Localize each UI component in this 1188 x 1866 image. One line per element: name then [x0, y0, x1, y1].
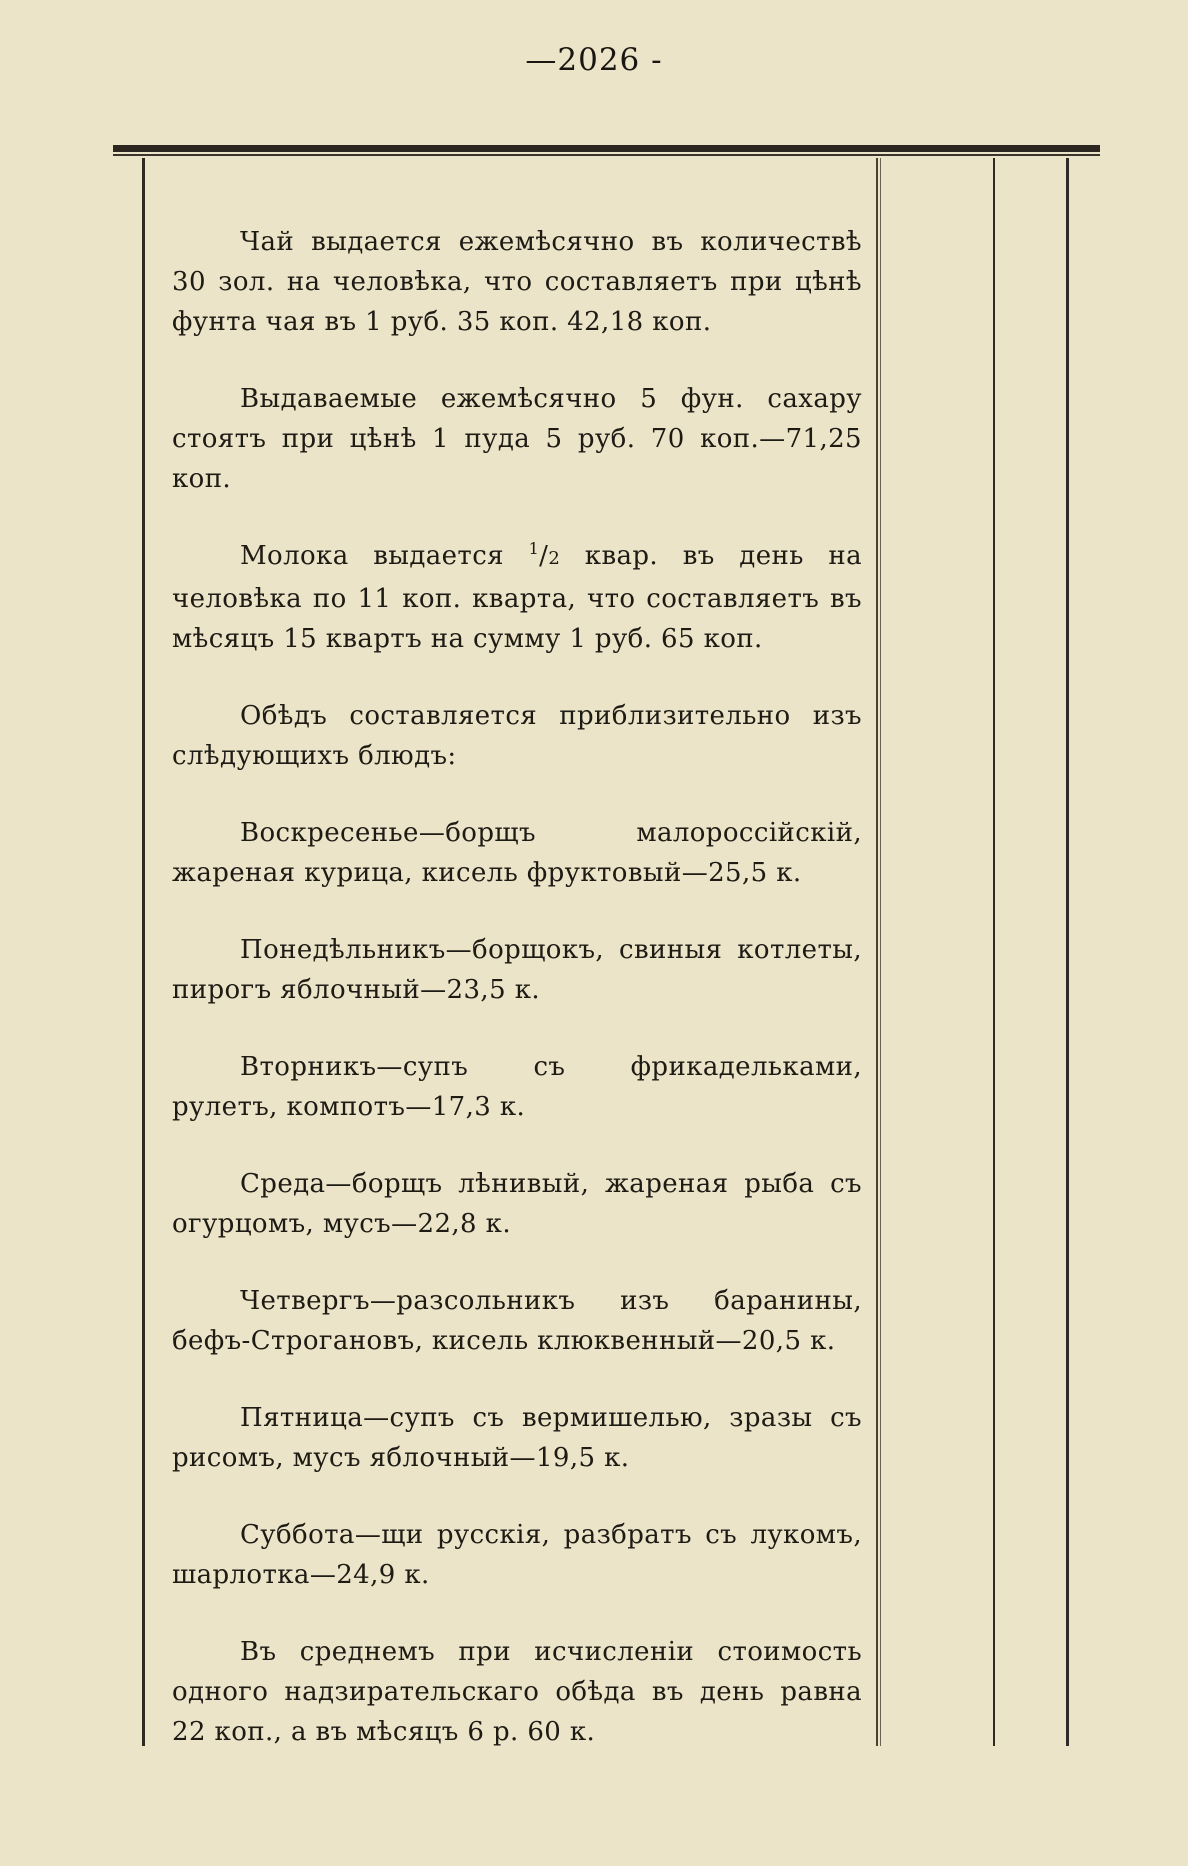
header-rule-thick: [113, 145, 1100, 152]
paragraph-dinner-intro: Обѣдъ составляется приблизительно изъ слѣдующихъ блюдъ:: [172, 701, 862, 771]
milk-text-before: Молока выдается: [240, 541, 529, 571]
paragraph-thursday: Четвергъ—разсольникъ изъ баранины, бефъ-Строгановъ, кисель клюквенный—20,5 к.: [172, 1286, 862, 1356]
paragraph-tea: Чай выдается ежемѣсячно въ количествѣ 30 зол. на человѣка, что составляетъ при цѣнѣ фунта чая въ 1 руб. 35 коп. 42,18 коп.: [172, 227, 862, 337]
column-divider-main: [876, 158, 878, 1746]
paragraph-saturday: Суббота—щи русскія, разбратъ съ лукомъ, шарлотка—24,9 к.: [172, 1520, 862, 1590]
paragraph-tuesday: Вторникъ—супъ съ фрикадельками, рулетъ, компотъ—17,3 к.: [172, 1052, 862, 1122]
column-divider-secondary: [993, 158, 995, 1746]
paragraph-sugar: Выдаваемые ежемѣсячно 5 фун. сахару стоятъ при цѣнѣ 1 пуда 5 руб. 70 коп.—71,25 коп.: [172, 384, 862, 494]
milk-text-after: квар. въ день на человѣка по 11 коп. кварта, что составляетъ въ мѣсяцъ 15 квартъ на сумму 1 руб. 65 коп.: [172, 541, 862, 654]
column-divider-main-inner: [880, 158, 881, 1746]
table-border-right: [1066, 158, 1069, 1746]
paragraph-friday: Пятница—супъ съ вермишелью, зразы съ рисомъ, мусъ яблочный—19,5 к.: [172, 1403, 862, 1473]
fraction-slash: /: [539, 541, 549, 571]
main-text-column: [172, 222, 862, 1789]
paragraph-average: Въ среднемъ при исчисленіи стоимость одного надзирательскаго обѣда въ день равна 22 коп., а въ мѣсяцъ 6 р. 60 к.: [172, 1637, 862, 1747]
header-rule-thin: [113, 154, 1100, 156]
paragraph-monday: Понедѣльникъ—борщокъ, свиныя котлеты, пирогъ яблочный—23,5 к.: [172, 935, 862, 1005]
paragraph-sunday: Воскресенье—борщъ малороссійскій, жареная курица, кисель фруктовый—25,5 к.: [172, 818, 862, 888]
page-number: —2026 -: [525, 42, 663, 78]
paragraph-wednesday: Среда—борщъ лѣнивый, жареная рыба съ огурцомъ, мусъ—22,8 к.: [172, 1169, 862, 1239]
paragraph-milk: [172, 536, 862, 659]
fraction-denominator: 2: [548, 548, 561, 569]
fraction-numerator: 1: [528, 539, 540, 558]
table-border-left: [142, 158, 145, 1746]
